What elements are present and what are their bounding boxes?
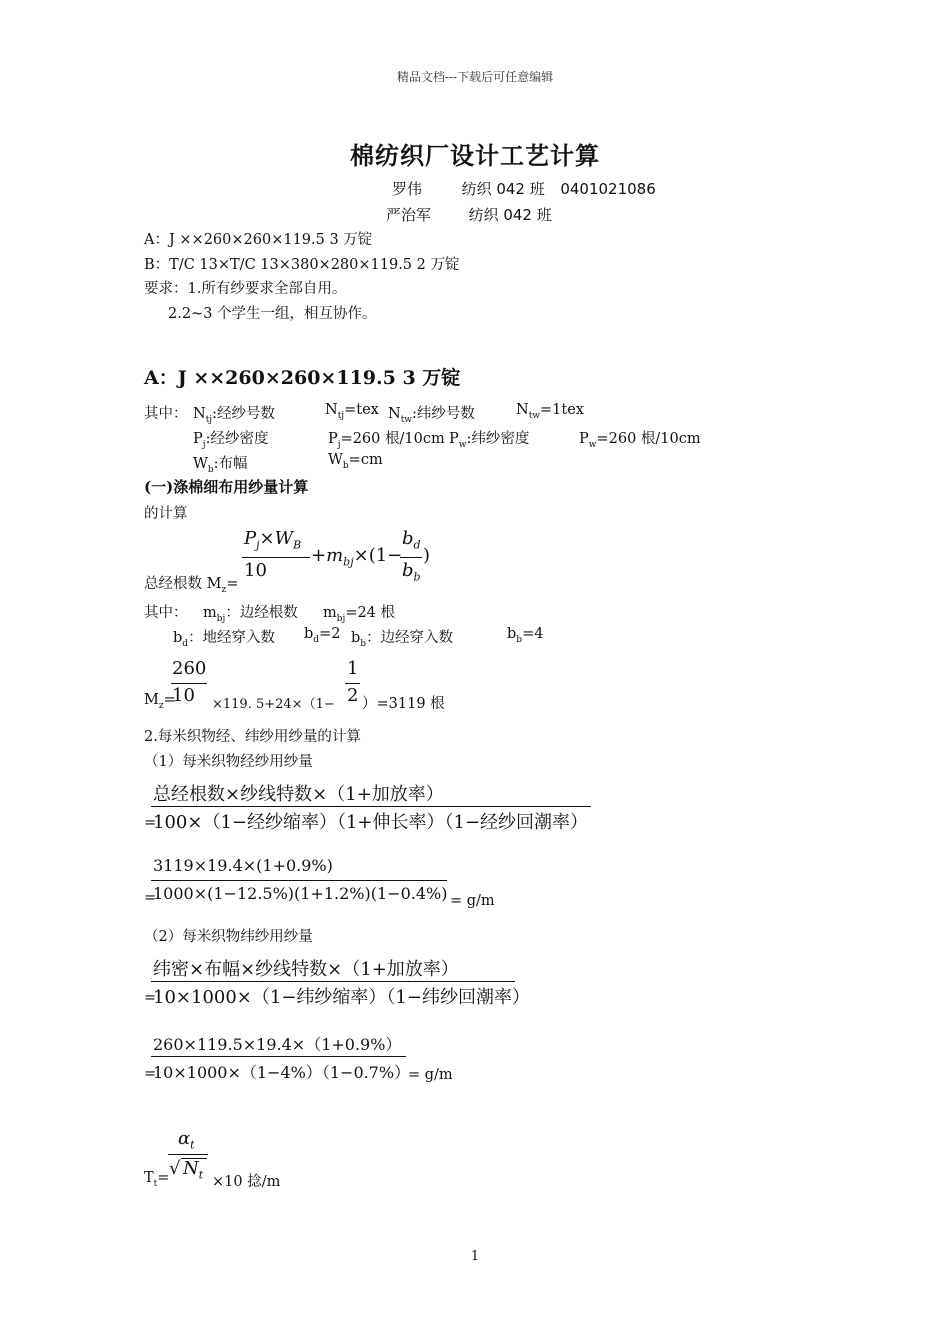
author-id: 0401021086 bbox=[560, 180, 656, 198]
def-weft-count: $N_{tw}$:纬纱号数 bbox=[388, 406, 475, 425]
where-label: 其中： bbox=[144, 406, 188, 422]
fraction-bar bbox=[151, 1056, 406, 1057]
twist-tail: ×10 捻/m bbox=[212, 1174, 281, 1190]
def-edge-ends: $m_{bj}$：边经根数 bbox=[203, 605, 298, 624]
formula-mz-mid: $+m_{bj}\times(1-$ bbox=[311, 545, 403, 569]
equals-sign: = bbox=[144, 890, 157, 906]
author-name: 严治军 bbox=[386, 206, 432, 224]
intro-line-b: B：T/C 13×T/C 13×380×280×119.5 2 万锭 bbox=[144, 257, 460, 273]
mzcalc-num: 260 bbox=[172, 658, 207, 679]
twist-label: $T_t=$ bbox=[144, 1170, 170, 1189]
val-edge-draft: $b_b=4$ bbox=[507, 626, 544, 645]
page-number: 1 bbox=[470, 1249, 480, 1264]
warp-yarn-formula-denominator: 100×（1−经纱缩率）（1+伸长率）（1−经纱回潮率） bbox=[153, 812, 589, 833]
author-name: 罗伟 bbox=[392, 180, 423, 198]
author-class: 纺织 042 班 bbox=[468, 206, 552, 224]
mzcalc-den: 10 bbox=[172, 685, 195, 706]
mzcalc-mid: ×119. 5+24×（1− bbox=[212, 697, 335, 712]
val-ground-draft: $b_d=2$ bbox=[304, 626, 341, 645]
weft-yarn-result: = g/m bbox=[408, 1067, 453, 1083]
author-class: 纺织 042 班 bbox=[461, 180, 545, 198]
warp-yarn-result: = g/m bbox=[450, 893, 495, 909]
subsection-heading: (一)涤棉细布用纱量计算 bbox=[144, 478, 309, 496]
section-2-heading: 2.每米织物经、纬纱用纱量的计算 bbox=[144, 729, 361, 745]
def-weft-density: $P_w$:纬纱密度 bbox=[449, 431, 530, 450]
equals-sign: = bbox=[144, 1066, 157, 1082]
fraction-bar bbox=[151, 981, 515, 982]
weft-yarn-calc-numerator: 260×119.5×19.4×（1+0.9%） bbox=[153, 1035, 402, 1054]
author-line-1 bbox=[392, 178, 656, 199]
val-warp-density: $P_j=260$ 根/10cm bbox=[328, 431, 445, 450]
def-warp-density: $P_j$:经纱密度 bbox=[193, 431, 269, 450]
weft-yarn-formula-numerator: 纬密×布幅×纱线特数×（1+加放率） bbox=[153, 959, 459, 980]
warp-yarn-calc-denominator: 1000×(1−12.5%)(1+1.2%)(1−0.4%) bbox=[153, 884, 448, 903]
intro-line-a: A：J ××260×260×119.5 3 万锭 bbox=[144, 232, 373, 248]
equals-sign: = bbox=[144, 990, 157, 1006]
formula-mz-close: ) bbox=[423, 545, 431, 566]
section-2-2-heading: （2）每米织物纬纱用纱量 bbox=[144, 929, 313, 945]
val-weft-density: $P_w=260$ 根/10cm bbox=[579, 431, 701, 450]
section-a-heading: A：J ××260×260×119.5 3 万锭 bbox=[144, 367, 461, 389]
formula-mz-denominator: 10 bbox=[244, 560, 267, 581]
fraction-bar bbox=[345, 683, 360, 684]
def-ground-draft: $b_d$：地经穿入数 bbox=[173, 630, 276, 649]
section-2-1-heading: （1）每米织物经纱用纱量 bbox=[144, 754, 313, 770]
equals-sign: = bbox=[144, 815, 157, 831]
mzcalc-num2: 1 bbox=[347, 658, 359, 679]
mzcalc-den2: 2 bbox=[347, 685, 359, 706]
weft-yarn-calc-denominator: 10×1000×（1−4%）（1−0.7%） bbox=[153, 1063, 411, 1082]
warp-yarn-formula-numerator: 总经根数×纱线特数×（1+加放率） bbox=[153, 784, 444, 805]
formula-bd: $b_d$ bbox=[402, 528, 421, 552]
val-edge-ends: $m_{bj}=24$ 根 bbox=[323, 605, 396, 624]
document-title: 棉纺织厂设计工艺计算 bbox=[350, 142, 600, 170]
def-warp-count: $N_{tj}$:经纱号数 bbox=[193, 406, 275, 425]
page-header-note: 精品文档---下载后可任意编辑 bbox=[396, 70, 554, 84]
fraction-bar bbox=[168, 1154, 208, 1155]
fraction-bar bbox=[171, 683, 207, 684]
def-edge-draft: $b_b$：边经穿入数 bbox=[351, 630, 454, 649]
mzcalc-tail: ）=3119 根 bbox=[362, 696, 445, 712]
calc-of-label: 的计算 bbox=[144, 506, 188, 522]
val-weft-count: $N_{tw}=1tex$ bbox=[516, 402, 584, 421]
twist-n: $N_t$ bbox=[183, 1158, 204, 1182]
warp-yarn-calc-numerator: 3119×19.4×(1+0.9%) bbox=[153, 856, 333, 875]
requirement-1: 要求：1.所有纱要求全部自用。 bbox=[144, 281, 347, 297]
fraction-bar bbox=[400, 557, 422, 558]
fraction-bar bbox=[151, 880, 447, 881]
mzcalc-label: $M_z=$ bbox=[144, 692, 176, 711]
formula-mz-numerator: $P_j\times W_B$ bbox=[244, 528, 302, 552]
sqrt-icon: √ bbox=[169, 1158, 181, 1179]
val-width: $W_b=cm$ bbox=[328, 452, 383, 471]
fraction-bar bbox=[242, 557, 310, 558]
weft-yarn-formula-denominator: 10×1000×（1−纬纱缩率）（1−纬纱回潮率） bbox=[153, 987, 530, 1008]
where-label-2: 其中： bbox=[144, 605, 188, 621]
val-warp-count: $N_{tj}=tex$ bbox=[325, 402, 379, 421]
twist-alpha: $\alpha_t$ bbox=[178, 1128, 195, 1152]
mz-label: 总经根数 $M_z=$ bbox=[144, 576, 239, 595]
fraction-bar bbox=[151, 806, 591, 807]
def-width: $W_b$:布幅 bbox=[193, 456, 248, 475]
author-line-2 bbox=[386, 204, 552, 225]
formula-bb: $b_b$ bbox=[402, 560, 421, 584]
requirement-2: 2.2~3 个学生一组，相互协作。 bbox=[168, 306, 377, 322]
